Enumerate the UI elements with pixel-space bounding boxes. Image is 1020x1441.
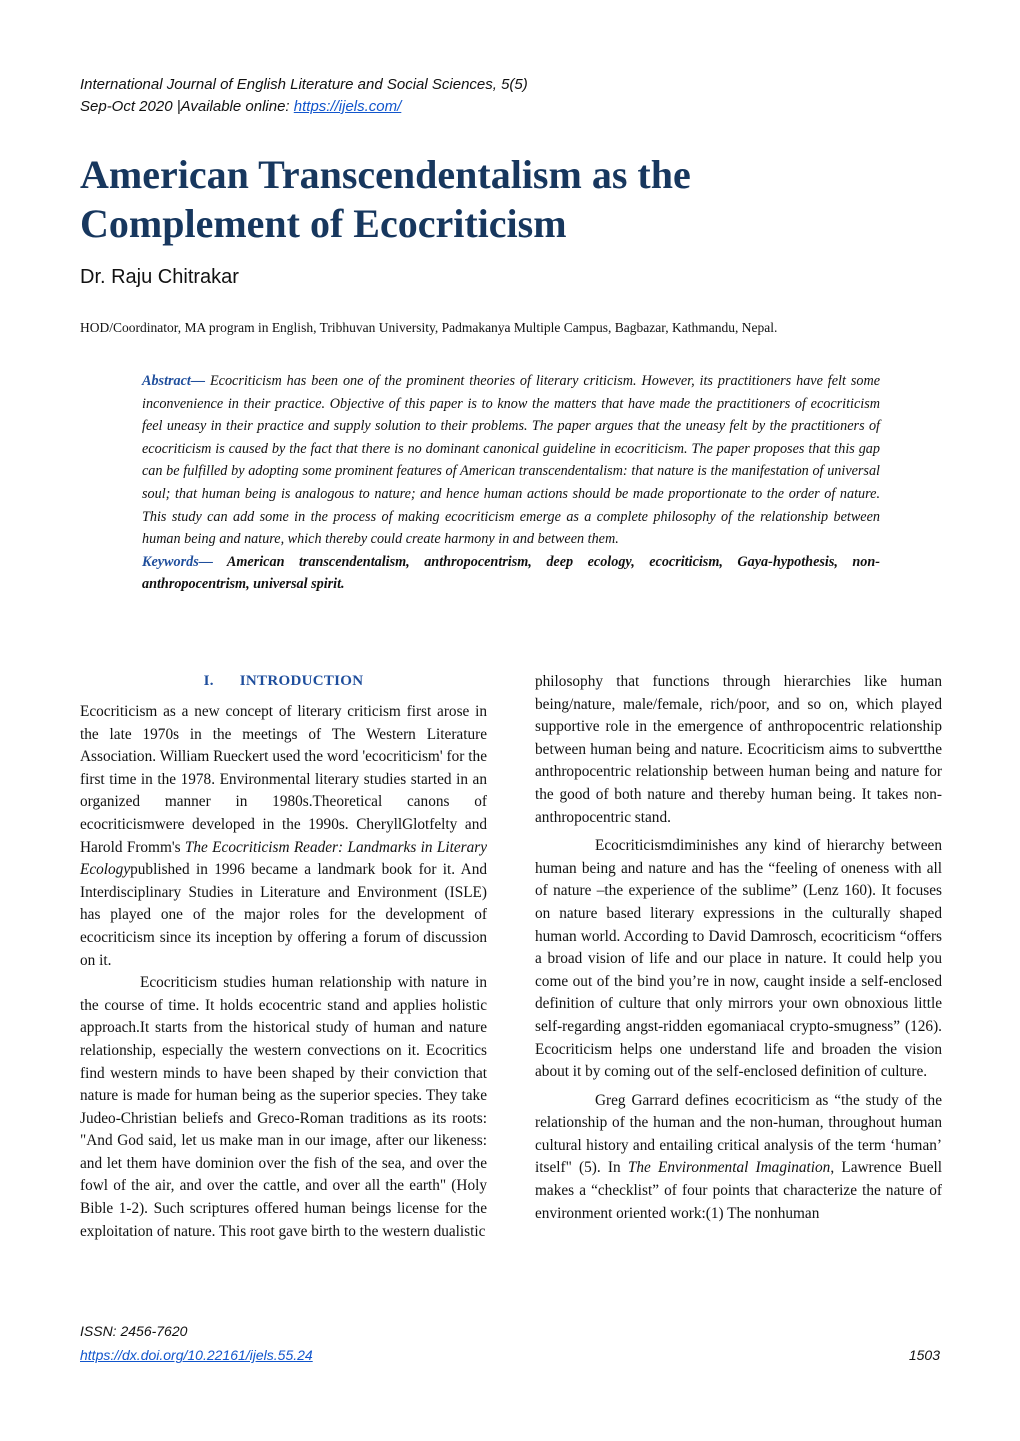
title-line-2: Complement of Ecocriticism [80, 201, 567, 246]
abstract-paragraph [142, 370, 880, 551]
left-paragraph-2: Ecocriticism studies human relationship with nature in the course of time. It holds ecocentric stand and applies holistic approach.It starts from the historical study of human and nature relationship, especially the western convections on it. Ecocritics find western minds to have been shaped by their conviction that nature is made for human being as the superior species. They take Judeo-Christian beliefs and Greco-Roman traditions as its roots: "And God said, let us make man in our image, after our likeness: and let them have dominion over the fish of the sea, and over the fowl of the air, and over the cattle, and over all the earth" (Holy Bible 1-2). Such scriptures offered human beings license for the exploitation of nature. This root gave birth to the western dualistic [80, 974, 487, 1240]
book-title-environmental-imagination: The Environmental Imagination [627, 1159, 831, 1177]
right-column [535, 671, 942, 1225]
abstract-text: Ecocriticism has been one of the prominent theories of literary criticism. However, its practitioners have felt some inconvenience in their practice. Objective of this paper is to know the matters that have made the practitioners of ecocriticism feel uneasy in their practice and supply solution to their problems. The paper argues that the uneasy felt by the practitioners of ecocriticism is caused by the fact that there is no dominant canonical guideline in ecocriticism. The paper proposes that this gap can be fulfilled by adopting some prominent features of American transcendentalism: that nature is the manifestation of universal soul; that human being is analogous to nature; and hence human actions should be made proportionate to the order of nature. This study can add some in the process of making ecocriticism emerge as a complete philosophy of the relationship between human being and nature, which thereby could create harmony in and between them. [142, 373, 880, 548]
right-p3-text-a: Greg Garrard defines ecocriticism as “the study of the relationship of the human and the non-human, throughout human cultural history and entailing critical analysis of the term ‘human’ itself" (5). In [535, 1091, 942, 1177]
journal-link[interactable]: https://ijels.com/ [293, 98, 402, 115]
footer-doi-link[interactable]: https://dx.doi.org/10.22161/ijels.55.24 [80, 1347, 313, 1363]
left-p1-text-b: published in 1996 became a landmark book for it. And Interdisciplinary Studies in Literature and Environment (ISLE) has played one of the major roles for the development of ecocriticism since its inception by offering a forum of discussion on it. [80, 861, 487, 969]
right-paragraph-1: philosophy that functions through hierarchies like human being/nature, male/female, rich/poor, and so on, which played supportive role in the emergence of anthropocentric relationship between human being and nature. Ecocriticism aims to subvertthe anthropocentric relationship between human being and nature for the good of both nature and thereby human being. It takes non-anthropocentric stand. [535, 673, 942, 826]
keywords-paragraph [142, 551, 880, 596]
keywords-text: American transcendentalism, anthropocentrism, deep ecology, ecocriticism, Gaya-hypothesis, non-anthropocentrism, universal spirit. [142, 553, 880, 593]
journal-citation: International Journal of English Literature and Social Sciences, 5(5) [80, 76, 528, 93]
author-name: Dr. Raju Chitrakar [80, 266, 239, 288]
keywords-label: Keywords [142, 553, 199, 570]
left-p1-text-a: Ecocriticism as a new concept of literary criticism first arose in the late 1970s in the meetings of The Western Literature Association. William Rueckert used the word 'ecocriticism' for the first time in the 1978. Environmental literary studies started in an organized manner in 1980s.Theoretical canons of ecocriticismwere developed in the 1990s. CheryllGlotfelty and Harold Fromm's [80, 703, 487, 856]
keywords-dash: — [198, 553, 213, 570]
right-paragraph-3 [535, 1090, 942, 1226]
right-paragraph-2: Ecocriticismdiminishes any kind of hierarchy between human being and nature and has the “feeling of oneness with all of nature –the experience of the sublime” (Lenz 160). It focuses on nature based literary expressions in the culturally shaped human world. According to David Damrosch, ecocriticism “offers a broad vision of life and our place in nature. It could help you come out of the bind you’re in now, caught inside a self-enclosed definition of culture that only mirrors your own obnoxious little self-regarding angst-ridden egomaniacal crypto-smugness” (126). Ecocriticism helps one understand life and broaden the vision about it by coming out of the self-enclosed definition of culture. [535, 837, 942, 1081]
journal-availability [80, 96, 780, 118]
section-number: I. [203, 673, 214, 689]
abstract-block [142, 370, 880, 596]
right-p3-text-b: , Lawrence Buell makes a “checklist” of four points that characterize the nature of environment oriented work:(1) The nonhuman [535, 1159, 942, 1222]
section-heading [80, 673, 487, 690]
left-column [80, 701, 487, 1243]
footer-issn: ISSN: 2456-7620 [80, 1323, 188, 1339]
book-title-ecocriticism-reader: The Ecocriticism Reader: Landmarks in Literary Ecology [80, 838, 487, 879]
abstract-dash: — [190, 373, 206, 389]
abstract-label: Abstract [142, 373, 191, 389]
section-title: INTRODUCTION [239, 673, 364, 689]
journal-date: Sep-Oct 2020 |Available online: [80, 98, 294, 115]
author-affiliation: HOD/Coordinator, MA program in English, Tribhuvan University, Padmakanya Multiple Campus, Bagbazar, Kathmandu, Nepal. [80, 320, 778, 335]
article-title [80, 150, 960, 248]
journal-header [80, 74, 780, 118]
title-line-1: American Transcendentalism as the [80, 152, 691, 197]
left-paragraph-1 [80, 701, 487, 972]
page-number: 1503 [908, 1347, 940, 1363]
